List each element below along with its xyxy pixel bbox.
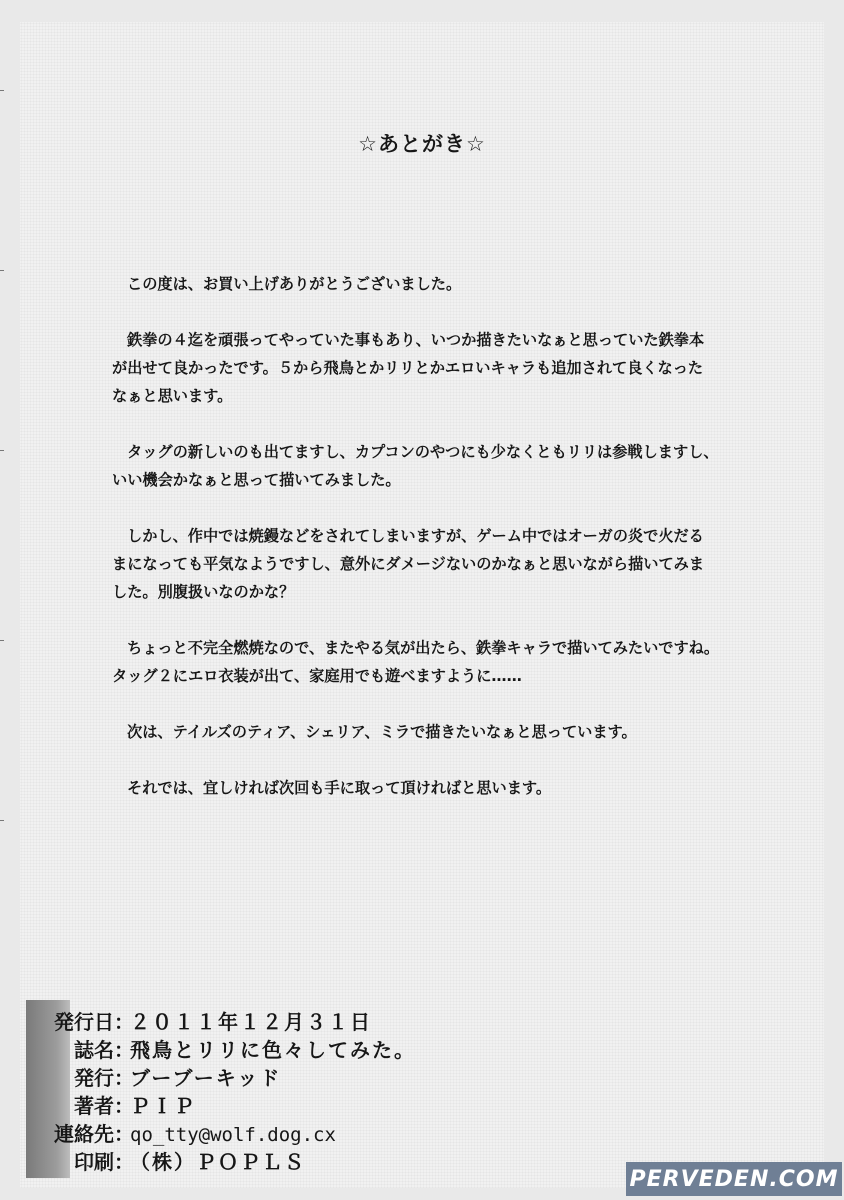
afterword-paragraph: それでは、宜しければ次回も手に取って頂ければと思います。 [127,779,552,797]
afterword-paragraph: しかし、作中では焼鏝などをされてしまいますが、ゲーム中ではオーガの炎で火だる まになっても平気なようですし、意外にダメージないのかなぁと思いながら描いてみま した。別腹扱いなのかな？ [112,527,705,601]
afterword-paragraph: タッグの新しいのも出てますし、カプコンのやつにも少なくともリリは参戦しますし、 いい機会かなぁと思って描いてみました。 [112,443,719,489]
colophon-separator: ： [114,1150,134,1174]
margin-tick [0,450,4,451]
colophon-label: 著者 [74,1094,114,1118]
site-watermark [626,1162,842,1196]
colophon-label: 連絡先 [54,1122,114,1146]
colophon-separator: ： [114,1010,134,1034]
colophon-label: 印刷 [74,1150,114,1174]
margin-tick [0,640,4,641]
colophon-value: ＰＩＰ [130,1094,196,1118]
margin-tick [0,270,4,271]
colophon-separator: ： [114,1038,134,1062]
contact-email: qo_tty@wolf.dog.cx [130,1124,336,1146]
colophon-row-title [36,1034,416,1064]
colophon-value: ２０１１年１２月３１日 [130,1010,372,1034]
colophon-separator: ： [114,1094,134,1118]
margin-tick [0,90,4,91]
afterword-body [112,270,762,830]
colophon-separator: ： [114,1066,134,1090]
watermark-text: PERVEDEN.COM [629,1166,839,1192]
margin-tick [0,820,4,821]
colophon-value: ブーブーキッド [130,1066,282,1090]
colophon-row-publisher [36,1062,281,1092]
afterword-paragraph: ちょっと不完全燃焼なので、またやる気が出たら、鉄拳キャラで描いてみたいですね。 タッグ２にエロ衣装が出て、家庭用でも遊べますように…… [112,639,720,685]
afterword-title: ☆あとがき☆ [358,132,486,156]
colophon-label: 誌名 [74,1038,114,1062]
afterword-paragraph: 次は、テイルズのティア、シェリア、ミラで描きたいなぁと思っています。 [127,723,637,741]
colophon-row-date [36,1006,372,1036]
colophon-value: 飛鳥とリリに色々してみた。 [130,1038,416,1062]
colophon-row-printer [36,1146,306,1176]
afterword-paragraph: この度は、お買い上げありがとうございました。 [127,275,462,293]
colophon [26,1000,456,1178]
afterword-paragraph: 鉄拳の４迄を頑張ってやっていた事もあり、いつか描きたいなぁと思っていた鉄拳本 が出せて良かったです。５から飛鳥とかリリとかエロいキャラも追加されて良くなった なぁと思います。 [112,331,705,405]
colophon-label: 発行日 [54,1010,114,1034]
colophon-value: （株）ＰＯＰＬＳ [130,1150,306,1174]
colophon-label: 発行 [74,1066,114,1090]
colophon-separator: ： [114,1122,134,1146]
colophon-row-author [36,1090,196,1120]
colophon-row-contact [36,1118,336,1148]
